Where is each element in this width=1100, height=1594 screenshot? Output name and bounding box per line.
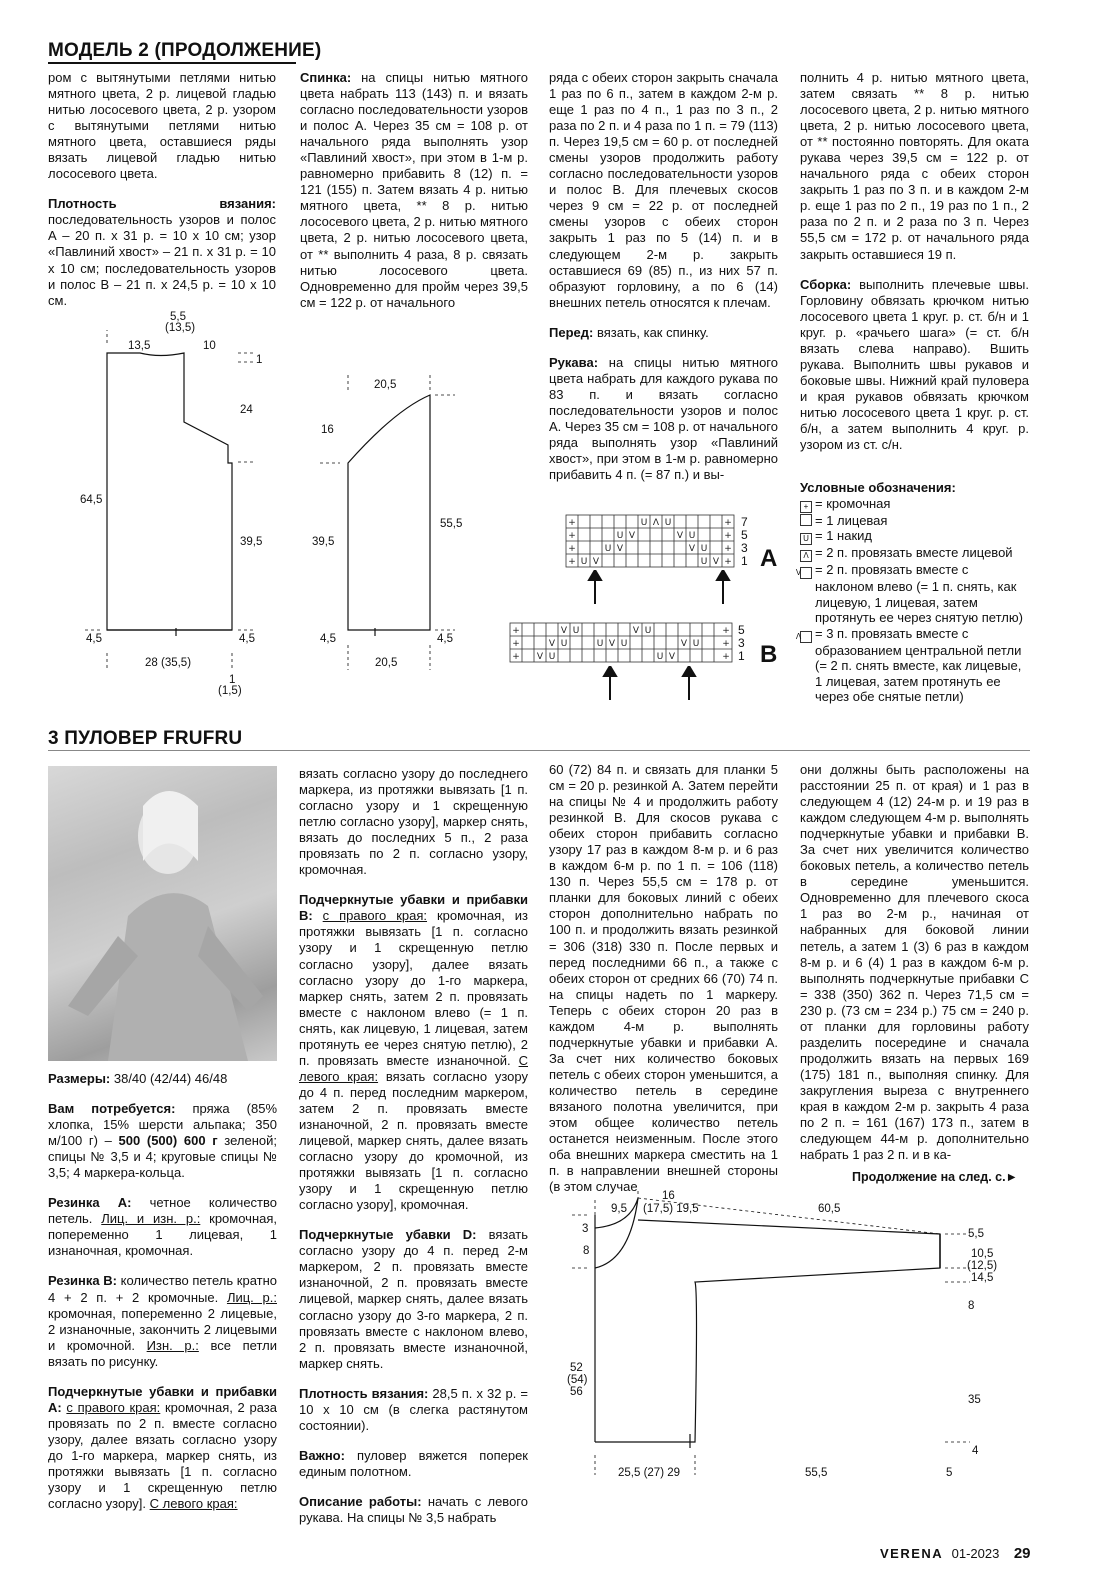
sleeve-dim-16: 16 bbox=[321, 424, 334, 436]
chart-b-row-1: 1 bbox=[738, 649, 745, 663]
svg-text:U: U bbox=[644, 626, 652, 636]
svg-text:V: V bbox=[548, 639, 556, 649]
intro-paragraph: ром с вытянутыми петлями нитью мятного цвета, 2 р. лицевой гладью нитью лососевого цвета, 2 р. узором с вытянутыми петлями нитью мятного цвета, оставшиеся ряды вязать лицевой гладью нитью лососевого цвета. bbox=[48, 70, 276, 182]
legend-title: Условные обозначения: bbox=[800, 480, 956, 495]
col2-text bbox=[300, 70, 528, 322]
svg-text:V: V bbox=[616, 544, 624, 554]
svg-text:U: U bbox=[596, 639, 604, 649]
assembly-text: выполнить плечевые швы. Горловину обвязать крючком нитью лососевого цвета 1 круг. р. ст. б/н и 1 круг. р. «рачьего шага» (= ст. б/н вязать слева направо). Вшить рукава. Выполнить швы рукавов и боковые швы. Нижний край пуловера и края рукавов обвязать крючком нитью лососевого цвета 1 круг. р. ст. б/н, а затем выполнить 4 круг. р. узором из ст. с/н. bbox=[800, 276, 1029, 453]
svg-text:U: U bbox=[700, 544, 708, 554]
svg-text:+: + bbox=[724, 531, 732, 541]
pull-dim-3: 3 bbox=[582, 1223, 589, 1235]
stitch-chart-b bbox=[509, 622, 733, 664]
sleeve-dim-top: 20,5 bbox=[374, 379, 397, 391]
density-text: последовательность узоров и полос А – 20 п. х 31 р. = 10 х 10 см; узор «Павлиний хвост» – 21 п. х 31 р. = 10 х 10 см; последовательность узоров и полос В – 21 п. х 24,5 р. = 10 х 10 см. bbox=[48, 212, 276, 308]
svg-text:U: U bbox=[688, 531, 696, 541]
back-dim-top2: (13,5) bbox=[165, 322, 196, 334]
back-dim-width: 28 (35,5) bbox=[145, 657, 192, 669]
chart-b-arrows bbox=[600, 666, 700, 702]
svg-text:V: V bbox=[560, 626, 568, 636]
svg-text:U: U bbox=[616, 531, 624, 541]
svg-text:+: + bbox=[724, 557, 732, 567]
pull-dim-52: 52 bbox=[570, 1362, 583, 1374]
pull-dim-54: (54) bbox=[567, 1374, 588, 1386]
section-rule bbox=[48, 750, 1030, 751]
s2-col2-text bbox=[299, 766, 528, 1537]
footer bbox=[880, 1545, 1050, 1565]
assembly-paragraph bbox=[800, 277, 1029, 454]
model-photo bbox=[48, 766, 277, 1061]
back-dim-45r: 4,5 bbox=[239, 633, 255, 645]
knit-stitch-icon bbox=[800, 514, 812, 526]
magazine-name: VERENA bbox=[880, 1546, 944, 1561]
chart-a-label: A bbox=[760, 545, 778, 572]
back-dim-left: 13,5 bbox=[128, 340, 151, 352]
issue-number: 01-2023 bbox=[951, 1546, 1000, 1561]
sleeves-text: на спицы нитью мятного цвета набрать для каждого рукава по 83 п. и вязать согласно последовательности узоров и полос А. Через 35 см = 108 р. от начального ряда выполнять узор «Павлиний хвост», при этом в 1-м р. равномерно прибавить 4 п. (= 87 п.) и вы- bbox=[549, 354, 778, 483]
dec-b-paragraph: Подчеркнутые убавки и прибавки В: с правого края: кромочная, из протяжки вывязать [1 п. согласно узору и 1 скрещенную петлю согласно узору], далее вязать согласно узору до 1-го маркера, маркер снять, затем 2 п. провязать вместе с наклоном влево (= 1 п. снять, как лицевую, 1 лицевая, затем протянуть ее через снятую петлю), 2 п. провязать вместе изнаночной. С левого края: вязать согласно узору до 4 п. перед последним маркером, затем 2 п. провязать вместе изнаночной, 2 п. провязать вместе лицевой, маркер снять, далее вязать согласно узору до кромочной, из протяжки вывязать [1 п. согласно узору и 1 скрещенную петлю согласно узору], кромочная. bbox=[299, 892, 528, 1213]
pull-dim-555: 55,5 bbox=[805, 1467, 828, 1479]
pull-dim-145: 14,5 bbox=[971, 1272, 994, 1284]
ssk-icon: V bbox=[800, 567, 812, 579]
svg-text:+: + bbox=[568, 557, 576, 567]
chart-a-row-5: 5 bbox=[741, 528, 748, 542]
svg-text:U: U bbox=[548, 652, 556, 662]
s2-col4-text bbox=[800, 762, 1029, 1174]
svg-text:U: U bbox=[572, 626, 580, 636]
svg-text:U: U bbox=[640, 518, 648, 528]
front-paragraph bbox=[549, 325, 778, 341]
sleeve-dim-width: 20,5 bbox=[375, 657, 398, 669]
legend bbox=[795, 480, 1030, 705]
col4-paragraph: полнить 4 р. нитью мятного цвета, затем связать ** 8 р. нитью лососевого цвета, 2 р. нитью мятного цвета, 2 р. нитью лососевого цвета, от ** постоянно повторять. Для оката рукава через 39,5 см = 122 р. от начального ряда с обеих сторон закрыть 1 раз по 3 п. и в каждом 2-м р. еще 1 раз по 2 п., 19 раз по 1 п., 2 раза по 2 п. и 2 раза по 3 п. Через 55,5 см = 172 р. от начального ряда закрыть оставшиеся 19 п. bbox=[800, 70, 1029, 262]
chart-b-label: B bbox=[760, 641, 778, 668]
back-dim-45l: 4,5 bbox=[86, 633, 102, 645]
svg-text:V: V bbox=[688, 544, 696, 554]
back-dim-w15: (1,5) bbox=[218, 685, 242, 697]
back-label: Спинка: bbox=[300, 70, 352, 85]
dec-d-paragraph: Подчеркнутые убавки D: вязать согласно узору до 4 п. перед 2-м маркером, 2 п. провязать вместе изнаночной, 2 п. провязать вместе лицевой, маркер снять, далее вязать согласно узору до 3-го маркера, 2 п. провязать вместе с наклоном влево, 2 п. провязать вместе изнаночной, маркер снять. bbox=[299, 1227, 528, 1371]
legend-item: = 1 лицевая bbox=[800, 513, 1030, 529]
chart-a-arrows bbox=[580, 570, 740, 606]
back-outline bbox=[107, 353, 232, 630]
svg-text:U: U bbox=[664, 518, 672, 528]
svg-text:V: V bbox=[680, 639, 688, 649]
svg-text:U: U bbox=[604, 544, 612, 554]
svg-text:+: + bbox=[568, 531, 576, 541]
legend-item: + = кромочная bbox=[800, 496, 1030, 513]
svg-text:+: + bbox=[512, 639, 520, 649]
pull-dim-95: 9,5 bbox=[611, 1203, 627, 1215]
pull-dim-35: 35 bbox=[968, 1394, 981, 1406]
svg-text:+: + bbox=[512, 626, 520, 636]
yarn-over-icon: U bbox=[800, 533, 812, 545]
back-dim-395: 39,5 bbox=[240, 536, 263, 548]
s2-col4-paragraph: они должны быть расположены на расстоянии 25 п. от края) и 1 раз в следующем 4 (12) 24-м р. и 19 раз в каждом следующем 4-м р. выполнять подчеркнутые убавки и прибавки В. За счет них увеличится количество боковых петель, а количество петель в середине уменьшится. Одновременно для плечевого скоса 1 раз во 2-м р., начиная от набранных для боковой линии петель, а затем 1 (3) 6 раз в каждом 8-м р. и 6 (4) 1 раз в каждом 6-м р. выполнять подчеркнутые прибавки С = 338 (350) 362 п. Через 71,5 см = 230 р. (73 см = 234 р.) 75 см = 240 р. от планки для горловины работу разделить посередине и сначала продолжить вязать на первых 169 (175) 181 п., выполняя спинку. Для закругления выреза с внутреннего края в каждом 2-м р. закрыть 4 раза по 2 п. = 161 (167) 173 п., затем в следующем 44-м р. дополнительно набрать 1 раз 2 п. и в ка- bbox=[800, 762, 1029, 1163]
sleeve-dim-45l: 4,5 bbox=[320, 633, 336, 645]
svg-text:U: U bbox=[620, 639, 628, 649]
svg-text:V: V bbox=[668, 652, 676, 662]
pull-dim-56: 56 bbox=[570, 1386, 583, 1398]
svg-text:V: V bbox=[592, 557, 600, 567]
dec-a-paragraph: Подчеркнутые убавки и прибавки А: с правого края: кромочная, 2 раза провязать по 2 п. вместе согласно узору, далее вязать согласно узору до 1-го маркера, маркер снять, из протяжки вывязать [1 п. согласно узору и 1 скрещенную петлю согласно узору]. С левого края: bbox=[48, 1383, 277, 1512]
svg-text:+: + bbox=[568, 544, 576, 554]
pull-dim-16: 16 bbox=[662, 1190, 675, 1202]
stitch-chart-a bbox=[565, 514, 735, 570]
chart-a-row-3: 3 bbox=[741, 541, 748, 555]
pull-dim-5: 5 bbox=[946, 1467, 953, 1479]
s2-col3-text bbox=[549, 762, 778, 1206]
legend-item: Λ = 3 п. провязать вместе с образованием центральной петли (= 2 п. снять вместе, как лицевые, 1 лицевая, затем протянуть ее через обе снятые петли) bbox=[795, 625, 1022, 704]
pull-dim-605: 60,5 bbox=[818, 1203, 841, 1215]
back-dim-1: 1 bbox=[256, 354, 263, 366]
cdd-icon: Λ bbox=[800, 631, 812, 643]
sleeve-dim-555: 55,5 bbox=[440, 518, 463, 530]
density-paragraph bbox=[48, 196, 276, 308]
back-dim-top1: 5,5 bbox=[170, 311, 186, 323]
rib-b-paragraph: Резинка В: количество петель кратно 4 + 2 п. + 2 кромочные. Лиц. р.: кромочная, попеременно 2 лицевые, 2 изнаночные, закончить 2 лицевыми и кромочной. Изн. р.: все петли вязать по рисунку. bbox=[48, 1273, 278, 1369]
sleeves-label: Рукава: bbox=[549, 354, 599, 370]
svg-text:+: + bbox=[568, 518, 576, 528]
svg-text:+: + bbox=[722, 652, 730, 662]
svg-text:V: V bbox=[628, 531, 636, 541]
svg-text:+: + bbox=[724, 518, 732, 528]
svg-text:+: + bbox=[512, 652, 520, 662]
k2tog-icon: Λ bbox=[800, 550, 812, 562]
rib-a-paragraph: Резинка А: четное количество петель. Лиц. и изн. р.: кромочная, попеременно 1 лицевая, 1 изнаночная, кромочная. bbox=[48, 1195, 277, 1259]
svg-text:Λ: Λ bbox=[652, 518, 660, 528]
density-label: Плотность вязания: bbox=[48, 196, 276, 212]
back-text: на спицы нитью мятного цвета набрать 113 (143) п. и вязать согласно последовательности узоров и полос А. Через 35 см = 108 р. от начального ряда выполнять узор «Павлиний хвост», при этом в 1-м р. равномерно прибавить 8 (12) п. = 121 (155) п. Затем вязать 4 р. нитью мятного цвета, ** 8 р. нитью лососевого цвета, 2 р. нитью мятного цвета, 2 р. нитью лососевого цвета, от ** выполнить 4 раза, 8 р. связать нитью лососевого цвета. Одновременно для пройм через 39,5 см = 122 р. от начального bbox=[300, 70, 528, 310]
front-text: вязать, как спинку. bbox=[593, 324, 709, 340]
chart-b-row-5: 5 bbox=[738, 623, 745, 637]
sleeves-paragraph bbox=[549, 355, 778, 483]
pull-dim-4: 4 bbox=[972, 1445, 979, 1457]
pullover-schematic bbox=[560, 1190, 1030, 1490]
svg-text:U: U bbox=[700, 557, 708, 567]
pull-dim-125: (12,5) bbox=[967, 1260, 998, 1272]
pull-dim-55: 5,5 bbox=[968, 1228, 984, 1240]
assembly-label: Сборка: bbox=[800, 276, 852, 292]
svg-text:V: V bbox=[536, 652, 544, 662]
pull-dim-175: (17,5) 19,5 bbox=[643, 1203, 699, 1215]
pull-dim-105: 10,5 bbox=[971, 1248, 994, 1260]
front-label: Перед: bbox=[549, 324, 594, 340]
s2-col1-text bbox=[48, 1071, 277, 1523]
section-rule bbox=[48, 62, 296, 64]
chart-a-row-7: 7 bbox=[741, 515, 748, 529]
s2-density-paragraph: Плотность вязания: 28,5 п. х 32 р. = 10 х 10 см (в слегка растянутом состоянии). bbox=[299, 1385, 528, 1433]
col2-top-paragraph: вязать согласно узору до последнего маркера, из протяжки вывязать [1 п. согласно узору и 1 скрещенную петлю согласно узору], маркер снять, вязать до последних 5 п., 2 раза провязать по 2 п. согласно узору, кромочная. bbox=[299, 766, 528, 878]
back-dim-24: 24 bbox=[240, 404, 253, 416]
important-paragraph: Важно: пуловер вяжется поперек единым полотном. bbox=[299, 1447, 528, 1479]
col1-text bbox=[48, 70, 276, 320]
sleeve-dim-395: 39,5 bbox=[312, 536, 335, 548]
legend-item: U = 1 накид bbox=[800, 528, 1030, 545]
pull-dim-255: 25,5 (27) 29 bbox=[618, 1467, 681, 1479]
svg-text:+: + bbox=[722, 626, 730, 636]
pull-dim-8b: 8 bbox=[968, 1300, 975, 1312]
section-title-model2: МОДЕЛЬ 2 (ПРОДОЛЖЕНИЕ) bbox=[48, 40, 322, 61]
legend-item: Λ = 2 п. провязать вместе лицевой bbox=[800, 545, 1030, 562]
materials-paragraph: Вам потребуется: пряжа (85% хлопка, 15% шерсти альпака; 350 м/100 г) – 500 (500) 600 г зеленой; спицы № 3,5 и 4; круговые спицы № 3,5; 4 маркера-кольца. bbox=[48, 1101, 277, 1181]
svg-text:V: V bbox=[712, 557, 720, 567]
svg-text:U: U bbox=[580, 557, 588, 567]
sizes-paragraph: Размеры: 38/40 (42/44) 46/48 bbox=[48, 1071, 228, 1086]
page-number: 29 bbox=[1013, 1545, 1031, 1562]
back-dim-right: 10 bbox=[203, 340, 216, 352]
svg-text:U: U bbox=[560, 639, 568, 649]
col3-text bbox=[549, 70, 778, 494]
chart-b-row-3: 3 bbox=[738, 636, 745, 650]
svg-text:V: V bbox=[632, 626, 640, 636]
sleeve-dim-45r: 4,5 bbox=[437, 633, 453, 645]
svg-text:U: U bbox=[656, 652, 664, 662]
continue-note: Продолжение на след. с.► bbox=[852, 1170, 1018, 1184]
svg-text:+: + bbox=[724, 544, 732, 554]
svg-text:V: V bbox=[676, 531, 684, 541]
sleeve-outline bbox=[348, 395, 430, 630]
svg-text:+: + bbox=[722, 639, 730, 649]
col4-text bbox=[800, 70, 1029, 464]
legend-item: V = 2 п. провязать вместе с наклоном влево (= 1 п. снять, как лицевую, 1 лицевая, затем протянуть ее через снятую петлю) bbox=[795, 562, 1023, 625]
work-description-paragraph: Описание работы: начать с левого рукава. На спицы № 3,5 набрать bbox=[299, 1493, 528, 1525]
back-paragraph bbox=[300, 70, 528, 311]
col3-paragraph: ряда с обеих сторон закрыть сначала 1 раз по 6 п., затем в каждом 2-м р. еще 1 раз по 4 п., 1 раз по 3 п., 2 раза по 2 п. и 4 раза по 1 п. = 79 (113) п. Через 19,5 см = 60 р. от последней смены узоров продолжить работу согласно последовательности узоров и полос В. Для плечевых скосов через 9 см = 22 р. от последней смены узоров с обеих сторон закрыть 1 раз по 5 (14) п. и в следующем 2-м р. закрыть оставшиеся 69 (85) п., из них 57 п. образуют горловину, а по 6 (14) внешних петель относятся к плечам. bbox=[549, 70, 778, 310]
back-dim-w1: 1 bbox=[229, 674, 236, 686]
edge-stitch-icon: + bbox=[800, 501, 812, 513]
back-dim-645: 64,5 bbox=[80, 494, 103, 506]
section-title-pullover: 3 ПУЛОВЕР FRUFRU bbox=[48, 728, 243, 749]
svg-text:U: U bbox=[692, 639, 700, 649]
chart-a-row-1: 1 bbox=[741, 554, 748, 568]
svg-text:V: V bbox=[608, 639, 616, 649]
pull-dim-8: 8 bbox=[583, 1245, 590, 1257]
s2-col3-paragraph: 60 (72) 84 п. и связать для планки 5 см = 20 р. резинкой А. Затем перейти на спицы № 4 и продолжить работу резинкой В. Для скосов рукава с обеих сторон прибавить согласно узору 17 раз в каждом 8-м р. и 6 раз в каждом 6-м р. по 1 п. = 106 (118) 130 п. Через 55,5 см = 178 р. от планки для боковых линий с обеих сторон дополнительно набрать по 100 п. и продолжить вязать резинкой = 306 (318) 330 п. После первых и перед последними 66 п., а также с обеих сторон от средних 66 (70) 74 п. на спицы надеть по 1 маркеру. Теперь с обеих сторон 20 раз в каждом 4-м р. выполнять подчеркнутые убавки и прибавки А. За счет них количество боковых петель с обеих сторон уменьшится, а количество петель в середине вязаного полотна увеличится, при этом общее количество петель останется неизменным. После этого оба внешних маркера сместить на 1 п. в направлении внешней стороны (в этом случае bbox=[549, 762, 778, 1195]
